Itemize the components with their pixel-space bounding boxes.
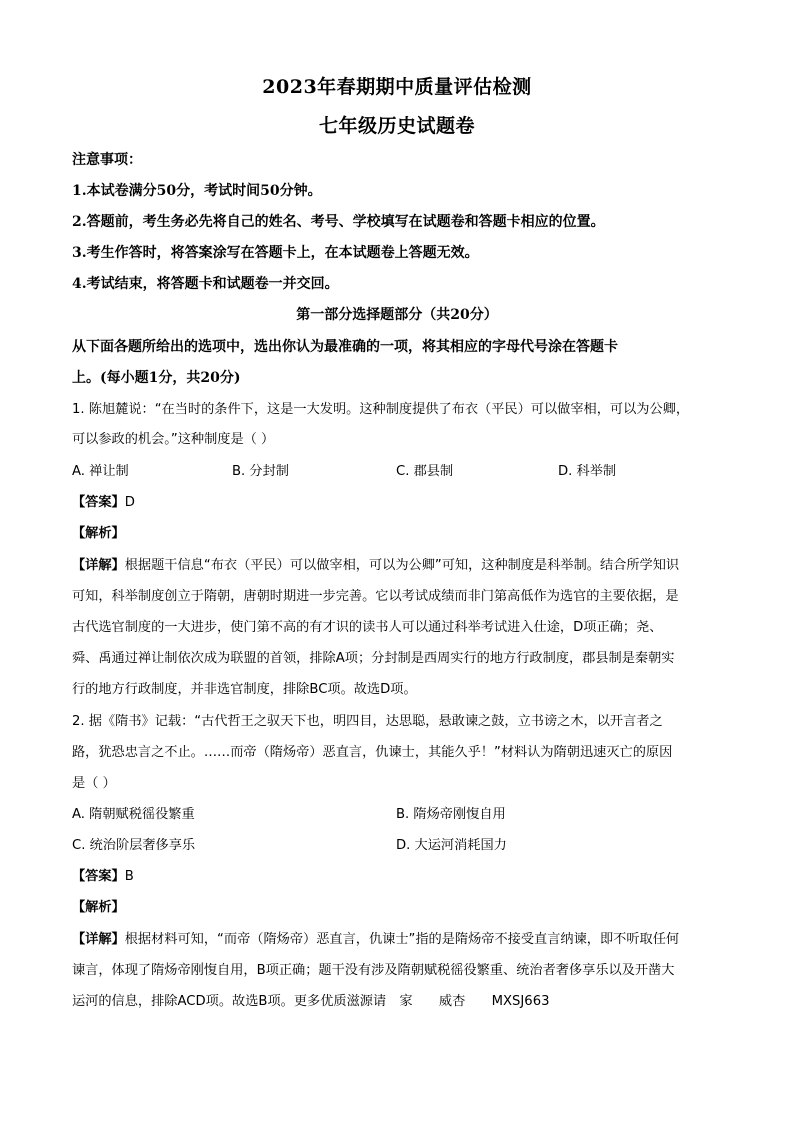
q1-detail-line5: 行的地方行政制度，并非选官制度，排除BC项。故选D项。 [72, 682, 417, 697]
notice-item-1: 1.本试卷满分50分，考试时间50分钟。 [72, 183, 322, 199]
q1-stem-line2: 可以参政的机会。”这种制度是（ ） [72, 432, 275, 447]
notice-heading: 注意事项： [72, 152, 142, 168]
q2-option-d: D. 大运河消耗国力 [396, 838, 507, 853]
q2-answer-row [72, 867, 134, 887]
q1-detail-line1 [72, 556, 679, 576]
q1-answer-tag: 【答案】 [72, 495, 125, 510]
q1-stem-line1: 1. 陈旭麓说：“在当时的条件下，这是一大发明。这种制度提供了布衣（平民）可以做宰相，可以为公卿， [72, 402, 690, 417]
section-instruction-2: 上。(每小题1分，共20分) [72, 370, 241, 386]
q1-detail-line3: 古代选官制度的一大进步，使门第不高的有才识的读书人可以通过科举考试进入仕途，D项正确；尧、 [72, 620, 663, 635]
q1-option-a: A. 禅让制 [72, 464, 129, 479]
q2-answer-tag: 【答案】 [72, 869, 125, 884]
q2-analysis-tag: 【解析】 [72, 900, 125, 915]
q2-option-b: B. 隋炀帝刚愎自用 [396, 807, 506, 822]
q2-detail-text-1: 根据材料可知，“而帝（隋炀帝）恶直言，仇谏士”指的是隋炀帝不接受直言纳谏，即不听取任何 [124, 932, 680, 947]
q1-answer: D [124, 495, 135, 510]
q1-detail-line2: 可知，科举制度创立于隋朝，唐朝时期进一步完善。它以考试成绩而非门第高低作为选官的主要依据，是 [72, 589, 679, 604]
section-instruction-1: 从下面各题所给出的选项中，选出你认为最准确的一项，将其相应的字母代号涂在答题卡 [72, 339, 618, 355]
q1-detail-tag: 【详解】 [72, 558, 125, 573]
q1-detail-line4: 舜、禹通过禅让制依次成为联盟的首领，排除A项；分封制是西周实行的地方行政制度，郡县制是秦朝实 [72, 651, 675, 666]
q2-stem-line3: 是（ ） [72, 776, 116, 791]
q1-option-c: C. 郡县制 [396, 464, 454, 479]
q1-option-b: B. 分封制 [232, 464, 289, 479]
section-title: 第一部分选择题部分（共20分） [296, 307, 498, 323]
q2-answer: B [124, 869, 134, 884]
notice-item-2: 2.答题前，考生务必先将自己的姓名、考号、学校填写在试题卷和答题卡相应的位置。 [72, 214, 605, 230]
exam-title: 2023年春期期中质量评估检测 [262, 76, 532, 98]
q2-option-c: C. 统治阶层奢侈享乐 [72, 838, 196, 853]
q2-stem-line1: 2. 据《隋书》记载：“古代哲王之驭天下也，明四目，达思聪，悬敢谏之鼓，立书谤之木，以开言者之 [72, 714, 663, 729]
q1-answer-row [72, 493, 135, 513]
notice-item-4: 4.考试结束，将答题卡和试题卷一并交回。 [72, 276, 339, 292]
notice-item-3: 3.考生作答时，将答案涂写在答题卡上，在本试题卷上答题无效。 [72, 245, 479, 261]
q1-analysis-tag: 【解析】 [72, 526, 125, 541]
q2-detail-line3: 运河的信息，排除ACD项。故选B项。更多优质滋源请 家 威杏 MXSJ663 [72, 994, 550, 1009]
q2-detail-line1 [72, 930, 679, 950]
q1-detail-text-1: 根据题干信息“布衣（平民）可以做宰相，可以为公卿”可知，这种制度是科举制。结合所学知识 [124, 558, 680, 573]
q2-option-a: A. 隋朝赋税徭役繁重 [72, 807, 195, 822]
q1-option-d: D. 科举制 [558, 464, 617, 479]
q2-detail-tag: 【详解】 [72, 932, 125, 947]
q2-detail-line2: 谏言，体现了隋炀帝刚愎自用，B项正确；题干没有涉及隋朝赋税徭役繁重、统治者奢侈享乐以及开凿大 [72, 963, 675, 978]
exam-subtitle: 七年级历史试题卷 [318, 115, 475, 137]
q2-stem-line2: 路，犹恐忠言之不止。……而帝（隋炀帝）恶直言，仇谏士，其能久乎！”材料认为隋朝迅速灭亡的原因 [72, 745, 673, 760]
